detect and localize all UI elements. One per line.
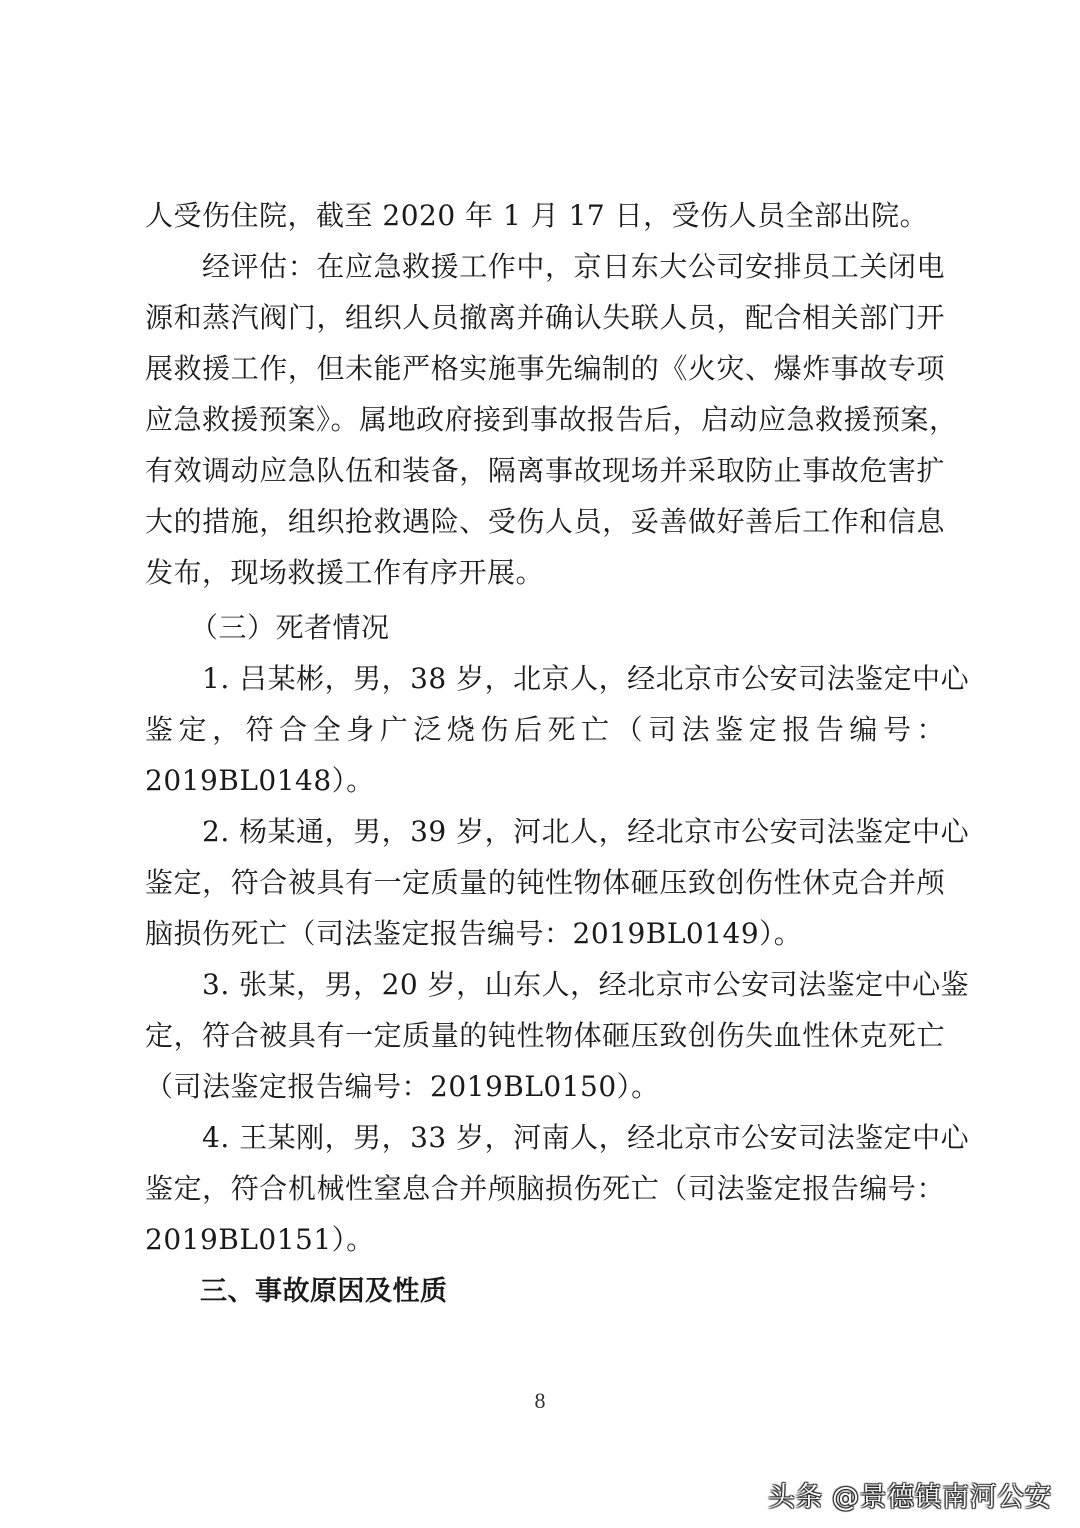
watermark: 头条 @景德镇南河公安 [767, 1482, 1052, 1513]
page-number: 8 [534, 1388, 546, 1413]
section-heading: 三、事故原因及性质 [200, 1276, 448, 1307]
victim-4-line-2: 鉴定，符合机械性窒息合并颅脑损伤死亡（司法鉴定报告编号： [145, 1172, 945, 1205]
paragraph-line: 大的措施，组织抢救遇险、受伤人员，妥善做好善后工作和信息 [145, 505, 945, 538]
victim-3-line-2: 定，符合被具有一定质量的钝性物体砸压致创伤失血性休克死亡 [145, 1019, 945, 1052]
victim-2-line-2: 鉴定，符合被具有一定质量的钝性物体砸压致创伤性休克合并颅 [145, 866, 945, 899]
paragraph-line: 经评估：在应急救援工作中，京日东大公司安排员工关闭电 [202, 250, 945, 283]
victim-2-line-1: 2. 杨某通，男，39 岁，河北人，经北京市公安司法鉴定中心 [202, 815, 970, 848]
paragraph-line: 源和蒸汽阀门，组织人员撤离并确认失联人员，配合相关部门开 [145, 301, 945, 334]
victim-4-line-1: 4. 王某刚，男，33 岁，河南人，经北京市公安司法鉴定中心 [202, 1121, 970, 1154]
victim-1-line-1: 1. 吕某彬，男，38 岁，北京人，经北京市公安司法鉴定中心 [202, 662, 970, 695]
paragraph-line: 展救援工作，但未能严格实施事先编制的《火灾、爆炸事故专项 [145, 352, 945, 385]
paragraph-line: 有效调动应急队伍和装备，隔离事故现场并采取防止事故危害扩 [145, 454, 945, 487]
paragraph-line: 发布，现场救援工作有序开展。 [145, 556, 545, 589]
paragraph-line: 应急救援预案》。属地政府接到事故报告后，启动应急救援预案， [145, 403, 958, 436]
subsection-heading: （三）死者情况 [190, 611, 390, 644]
victim-2-line-3: 脑损伤死亡（司法鉴定报告编号：2019BL0149）。 [145, 917, 803, 950]
victim-3-line-1: 3. 张某，男，20 岁，山东人，经北京市公安司法鉴定中心鉴 [202, 968, 970, 1001]
victim-1-line-2: 鉴定，符合全身广泛烧伤后死亡（司法鉴定报告编号： [145, 713, 945, 746]
victim-4-line-3: 2019BL0151）。 [145, 1223, 375, 1256]
victim-1-line-3: 2019BL0148）。 [145, 764, 375, 797]
victim-3-line-3: （司法鉴定报告编号：2019BL0150）。 [145, 1070, 660, 1103]
paragraph-line: 人受伤住院，截至 2020 年 1 月 17 日，受伤人员全部出院。 [145, 199, 929, 232]
